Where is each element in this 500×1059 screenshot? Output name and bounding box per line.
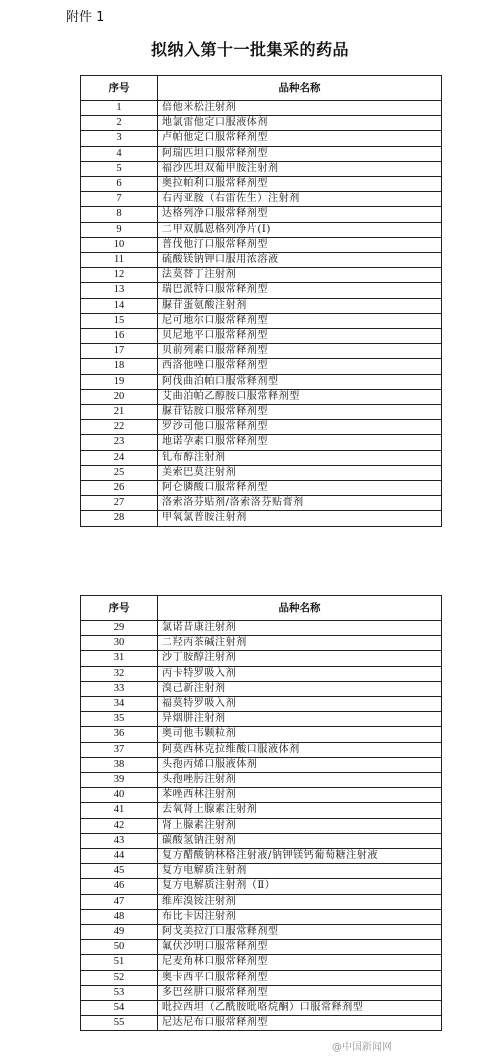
row-number: 7 bbox=[81, 192, 158, 207]
header-drug-name: 品种名称 bbox=[158, 76, 442, 101]
row-number: 21 bbox=[81, 405, 158, 420]
row-number: 27 bbox=[81, 496, 158, 511]
table-row bbox=[81, 511, 442, 526]
header-drug-name: 品种名称 bbox=[158, 596, 442, 621]
table-row bbox=[81, 359, 442, 374]
row-number: 15 bbox=[81, 313, 158, 328]
row-number: 36 bbox=[81, 727, 158, 742]
row-number: 51 bbox=[81, 955, 158, 970]
row-number: 29 bbox=[81, 621, 158, 636]
row-number: 41 bbox=[81, 803, 158, 818]
row-number: 18 bbox=[81, 359, 158, 374]
table-row bbox=[81, 268, 442, 283]
table-row bbox=[81, 237, 442, 252]
drug-name: 奥卡西平口服常释剂型 bbox=[158, 970, 442, 985]
table-row bbox=[81, 621, 442, 636]
drug-name: 尼达尼布口服常释剂型 bbox=[158, 1016, 442, 1031]
annex-label: 附件 1 bbox=[66, 10, 105, 25]
drug-name: 福莫特罗吸入剂 bbox=[158, 697, 442, 712]
row-number: 25 bbox=[81, 465, 158, 480]
table-row bbox=[81, 864, 442, 879]
table-row bbox=[81, 849, 442, 864]
table-row bbox=[81, 389, 442, 404]
drug-name: 甲氧氯普胺注射剂 bbox=[158, 511, 442, 526]
row-number: 54 bbox=[81, 1001, 158, 1016]
row-number: 20 bbox=[81, 389, 158, 404]
row-number: 48 bbox=[81, 909, 158, 924]
table-row bbox=[81, 985, 442, 1000]
drug-name: 碳酸氢钠注射剂 bbox=[158, 833, 442, 848]
table-row bbox=[81, 970, 442, 985]
table-row bbox=[81, 712, 442, 727]
drug-name: 复方醋酸钠林格注射液/钠钾镁钙葡萄糖注射液 bbox=[158, 849, 442, 864]
table-row bbox=[81, 803, 442, 818]
table-row bbox=[81, 192, 442, 207]
drug-name: 普伐他汀口服常释剂型 bbox=[158, 237, 442, 252]
table-row bbox=[81, 253, 442, 268]
row-number: 9 bbox=[81, 222, 158, 237]
table-row bbox=[81, 481, 442, 496]
drug-name: 去氧肾上腺素注射剂 bbox=[158, 803, 442, 818]
table-row bbox=[81, 435, 442, 450]
drug-name: 沙丁胺醇注射剂 bbox=[158, 651, 442, 666]
drug-name: 洛索洛芬贴剂/洛索洛芬贴膏剂 bbox=[158, 496, 442, 511]
row-number: 13 bbox=[81, 283, 158, 298]
table-row bbox=[81, 636, 442, 651]
table-row bbox=[81, 207, 442, 222]
row-number: 47 bbox=[81, 894, 158, 909]
drug-name: 吡拉西坦（乙酰胺吡咯烷酮）口服常释剂型 bbox=[158, 1001, 442, 1016]
drug-name: 西洛他唑口服常释剂型 bbox=[158, 359, 442, 374]
table-row bbox=[81, 177, 442, 192]
header-number: 序号 bbox=[81, 76, 158, 101]
row-number: 35 bbox=[81, 712, 158, 727]
drug-name: 二羟丙茶碱注射剂 bbox=[158, 636, 442, 651]
table-row bbox=[81, 313, 442, 328]
drug-name: 法莫替丁注射剂 bbox=[158, 268, 442, 283]
table-row bbox=[81, 374, 442, 389]
table-row bbox=[81, 131, 442, 146]
drug-name: 阿莫西林克拉维酸口服液体剂 bbox=[158, 742, 442, 757]
drug-name: 钆布醇注射剂 bbox=[158, 450, 442, 465]
drug-name: 地诺孕素口服常释剂型 bbox=[158, 435, 442, 450]
page-title: 拟纳入第十一批集采的药品 bbox=[150, 40, 349, 59]
table-row bbox=[81, 329, 442, 344]
drug-name: 奥司他韦颗粒剂 bbox=[158, 727, 442, 742]
drug-name: 多巴丝肼口服常释剂型 bbox=[158, 985, 442, 1000]
drug-name: 硫酸镁钠钾口服用浓溶液 bbox=[158, 253, 442, 268]
drug-name: 阿仑膦酸口服常释剂型 bbox=[158, 481, 442, 496]
table-row bbox=[81, 833, 442, 848]
table-row bbox=[81, 405, 442, 420]
row-number: 4 bbox=[81, 146, 158, 161]
table-row bbox=[81, 879, 442, 894]
row-number: 40 bbox=[81, 788, 158, 803]
drug-name: 头孢丙烯口服液体剂 bbox=[158, 757, 442, 772]
row-number: 16 bbox=[81, 329, 158, 344]
drug-name: 脲苷钴胺口服常释剂型 bbox=[158, 405, 442, 420]
table-row bbox=[81, 788, 442, 803]
row-number: 2 bbox=[81, 116, 158, 131]
row-number: 50 bbox=[81, 940, 158, 955]
row-number: 34 bbox=[81, 697, 158, 712]
drug-table-2 bbox=[80, 595, 442, 1031]
row-number: 22 bbox=[81, 420, 158, 435]
drug-name: 地氯雷他定口服液体剂 bbox=[158, 116, 442, 131]
drug-name: 阿伐曲泊帕口服常释剂型 bbox=[158, 374, 442, 389]
row-number: 23 bbox=[81, 435, 158, 450]
table-row bbox=[81, 161, 442, 176]
drug-name: 右丙亚胺（右雷佐生）注射剂 bbox=[158, 192, 442, 207]
drug-name: 丙卡特罗吸入剂 bbox=[158, 666, 442, 681]
table-row bbox=[81, 651, 442, 666]
drug-name: 瑞巴派特口服常释剂型 bbox=[158, 283, 442, 298]
drug-name: 贝尼地平口服常释剂型 bbox=[158, 329, 442, 344]
table-row bbox=[81, 101, 442, 116]
table-header-row bbox=[81, 596, 442, 621]
row-number: 42 bbox=[81, 818, 158, 833]
table-row bbox=[81, 1016, 442, 1031]
row-number: 19 bbox=[81, 374, 158, 389]
drug-name: 贝前列素口服常释剂型 bbox=[158, 344, 442, 359]
table-row bbox=[81, 298, 442, 313]
row-number: 53 bbox=[81, 985, 158, 1000]
table-row bbox=[81, 283, 442, 298]
drug-name: 尼可地尔口服常释剂型 bbox=[158, 313, 442, 328]
drug-name: 异烟肼注射剂 bbox=[158, 712, 442, 727]
drug-name: 尼麦角林口服常释剂型 bbox=[158, 955, 442, 970]
drug-name: 艾曲泊帕乙醇胺口服常释剂型 bbox=[158, 389, 442, 404]
drug-name: 阿戈美拉汀口服常释剂型 bbox=[158, 925, 442, 940]
row-number: 31 bbox=[81, 651, 158, 666]
drug-name: 氯诺昔康注射剂 bbox=[158, 621, 442, 636]
drug-name: 倍他米松注射剂 bbox=[158, 101, 442, 116]
row-number: 6 bbox=[81, 177, 158, 192]
watermark: @中国新闻网 bbox=[332, 1042, 392, 1053]
row-number: 52 bbox=[81, 970, 158, 985]
row-number: 10 bbox=[81, 237, 158, 252]
row-number: 1 bbox=[81, 101, 158, 116]
table-row bbox=[81, 465, 442, 480]
table-row bbox=[81, 116, 442, 131]
drug-name: 阿瑞匹坦口服常释剂型 bbox=[158, 146, 442, 161]
row-number: 30 bbox=[81, 636, 158, 651]
drug-table-1-body bbox=[81, 101, 442, 527]
drug-table-1 bbox=[80, 75, 442, 527]
row-number: 32 bbox=[81, 666, 158, 681]
row-number: 8 bbox=[81, 207, 158, 222]
row-number: 33 bbox=[81, 681, 158, 696]
row-number: 43 bbox=[81, 833, 158, 848]
header-number: 序号 bbox=[81, 596, 158, 621]
row-number: 39 bbox=[81, 773, 158, 788]
row-number: 5 bbox=[81, 161, 158, 176]
drug-name: 氟伏沙明口服常释剂型 bbox=[158, 940, 442, 955]
drug-name: 卢帕他定口服常释剂型 bbox=[158, 131, 442, 146]
drug-name: 溴己新注射剂 bbox=[158, 681, 442, 696]
drug-table-2-body bbox=[81, 621, 442, 1031]
drug-name: 罗沙司他口服常释剂型 bbox=[158, 420, 442, 435]
row-number: 44 bbox=[81, 849, 158, 864]
drug-name: 美索巴莫注射剂 bbox=[158, 465, 442, 480]
table-row bbox=[81, 940, 442, 955]
table-header-row bbox=[81, 76, 442, 101]
row-number: 49 bbox=[81, 925, 158, 940]
row-number: 26 bbox=[81, 481, 158, 496]
drug-name: 维库溴铵注射剂 bbox=[158, 894, 442, 909]
table-row bbox=[81, 818, 442, 833]
row-number: 45 bbox=[81, 864, 158, 879]
row-number: 14 bbox=[81, 298, 158, 313]
table-row bbox=[81, 496, 442, 511]
drug-name: 苯唑西林注射剂 bbox=[158, 788, 442, 803]
table-row bbox=[81, 742, 442, 757]
table-row bbox=[81, 1001, 442, 1016]
row-number: 55 bbox=[81, 1016, 158, 1031]
table-row bbox=[81, 909, 442, 924]
row-number: 46 bbox=[81, 879, 158, 894]
table-row bbox=[81, 955, 442, 970]
table-row bbox=[81, 344, 442, 359]
row-number: 17 bbox=[81, 344, 158, 359]
drug-name: 脲苷蛋氨酸注射剂 bbox=[158, 298, 442, 313]
drug-name: 布比卡因注射剂 bbox=[158, 909, 442, 924]
drug-name: 肾上腺素注射剂 bbox=[158, 818, 442, 833]
drug-name: 复方电解质注射剂（Ⅱ） bbox=[158, 879, 442, 894]
row-number: 28 bbox=[81, 511, 158, 526]
row-number: 38 bbox=[81, 757, 158, 772]
table-row bbox=[81, 757, 442, 772]
table-row bbox=[81, 222, 442, 237]
table-row bbox=[81, 773, 442, 788]
row-number: 12 bbox=[81, 268, 158, 283]
drug-name: 头孢唑肟注射剂 bbox=[158, 773, 442, 788]
table-row bbox=[81, 681, 442, 696]
table-row bbox=[81, 450, 442, 465]
drug-name: 奥拉帕利口服常释剂型 bbox=[158, 177, 442, 192]
row-number: 3 bbox=[81, 131, 158, 146]
table-row bbox=[81, 727, 442, 742]
row-number: 37 bbox=[81, 742, 158, 757]
table-row bbox=[81, 697, 442, 712]
row-number: 11 bbox=[81, 253, 158, 268]
drug-name: 复方电解质注射剂 bbox=[158, 864, 442, 879]
drug-name: 二甲双胍恩格列净片(I) bbox=[158, 222, 442, 237]
drug-name: 达格列净口服常释剂型 bbox=[158, 207, 442, 222]
table-row bbox=[81, 146, 442, 161]
table-row bbox=[81, 894, 442, 909]
table-row bbox=[81, 420, 442, 435]
drug-name: 福沙匹坦双葡甲胺注射剂 bbox=[158, 161, 442, 176]
table-row bbox=[81, 925, 442, 940]
table-row bbox=[81, 666, 442, 681]
row-number: 24 bbox=[81, 450, 158, 465]
